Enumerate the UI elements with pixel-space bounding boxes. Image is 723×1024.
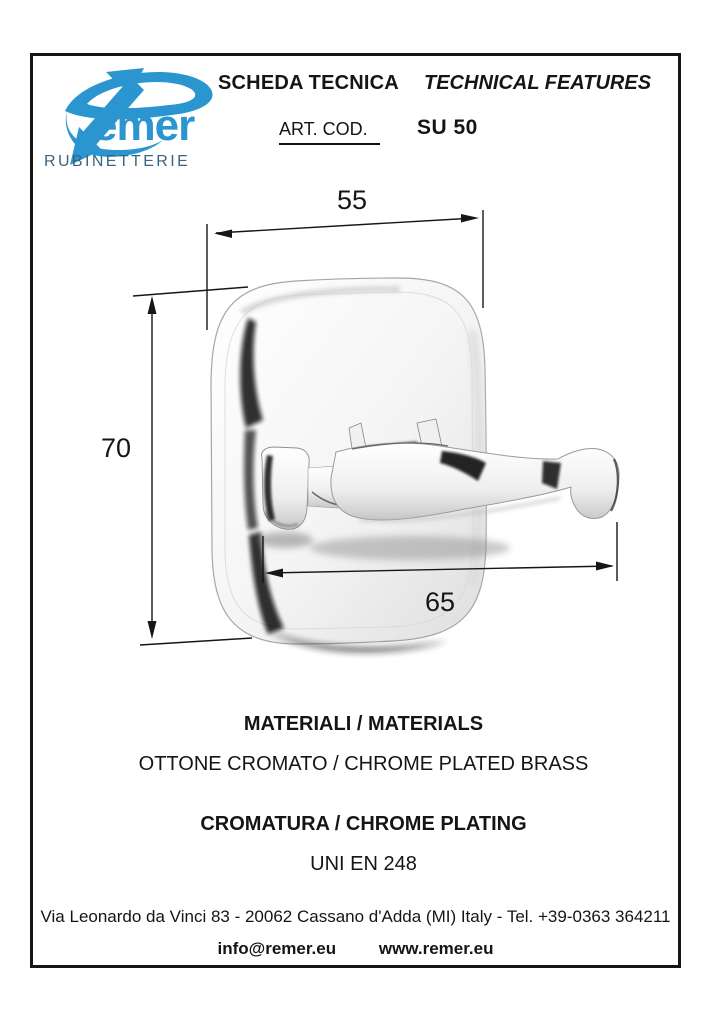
dim-width-label: 55 — [336, 185, 368, 215]
brand-subtitle: RUBINETTERIE — [44, 153, 191, 170]
footer-website: www.remer.eu — [378, 939, 494, 958]
doc-title-en: TECHNICAL FEATURES — [424, 72, 652, 94]
footer-contacts — [33, 939, 678, 959]
footer-email: info@remer.eu — [217, 939, 337, 958]
materials-heading: MATERIALI / MATERIALS — [243, 713, 484, 735]
dim-depth-label: 65 — [424, 587, 456, 617]
doc-title-it: SCHEDA TECNICA — [218, 72, 399, 94]
art-code-value: SU 50 — [417, 116, 478, 139]
sheet-border — [30, 53, 681, 968]
remer-logo-icon — [43, 61, 218, 173]
materials-value: OTTONE CROMATO / CHROME PLATED BRASS — [138, 753, 589, 775]
plating-heading: CROMATURA / CHROME PLATING — [200, 813, 527, 835]
dim-height-label: 70 — [100, 433, 132, 463]
brand-wordmark: emer — [93, 101, 195, 150]
art-cod-label: ART. COD. — [279, 119, 380, 145]
footer-address: Via Leonardo da Vinci 83 - 20062 Cassano d'Adda (MI) Italy - Tel. +39-0363 364211 — [40, 907, 671, 926]
product-drawing — [33, 176, 678, 676]
plating-standard: UNI EN 248 — [310, 853, 417, 875]
